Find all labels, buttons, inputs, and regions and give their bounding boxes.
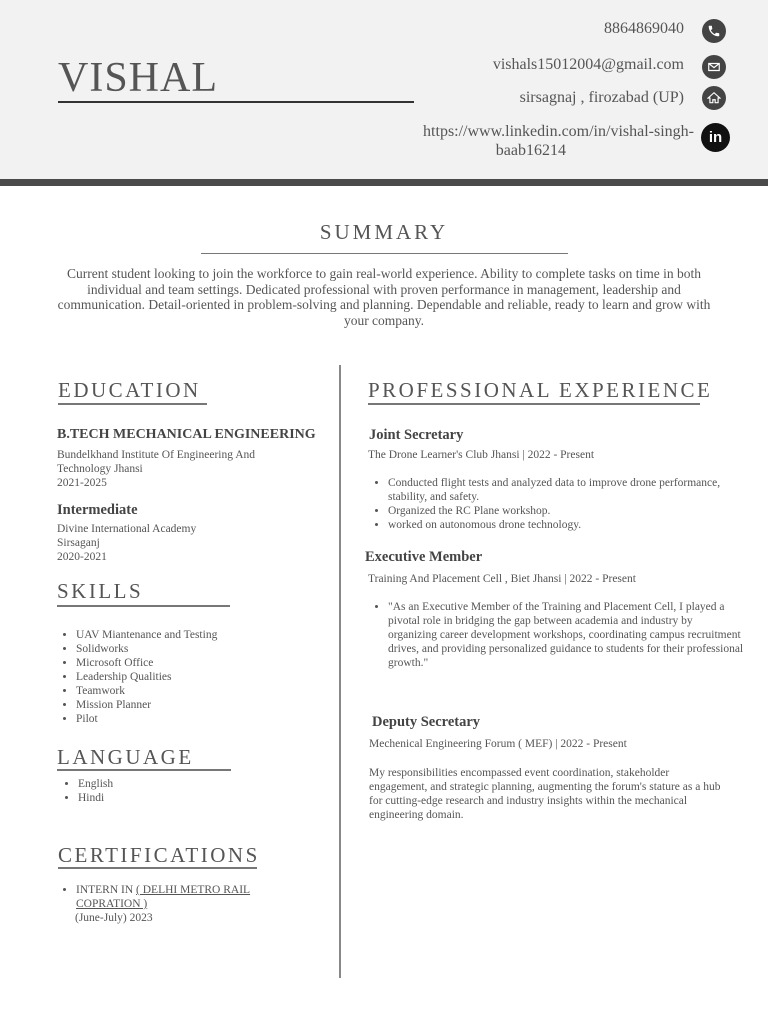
job-bullets-1 [369, 476, 736, 532]
summary-underline [201, 253, 568, 254]
job-role-3: Deputy Secretary [372, 714, 481, 730]
job-bullet: • Organized the RC Plane workshop. [388, 504, 736, 518]
certification-link-cont[interactable]: COPRATION ) [76, 898, 148, 910]
language-item: • English [78, 777, 278, 791]
skill-item: • Solidworks [76, 642, 336, 656]
skill-item: • Teamwork [76, 684, 336, 698]
education-degree-2: Intermediate [57, 502, 138, 518]
job-bullet: • worked on autonomous drone technology. [388, 518, 736, 532]
summary-text: Current student looking to join the workforce to gain real-world experience. Ability to complete tasks on time in both individual and team settings. Dedicated professional with proven performance in management, leadership and communication. Detail-oriented in problem-solving and planning. Dependable and reliable, ready to learn and grow with your company. [57, 266, 711, 328]
linkedin-url-line2: baab16214 [495, 142, 566, 159]
job-role-1: Joint Secretary [369, 427, 464, 443]
email-address[interactable]: vishals15012004@gmail.com [492, 56, 684, 73]
education-entry-2 [57, 522, 327, 564]
education-underline [58, 403, 207, 405]
column-divider [339, 365, 341, 978]
education-years-1: 2021-2025 [57, 477, 107, 489]
header-divider-bar [0, 179, 768, 186]
skills-list [57, 628, 336, 726]
mail-icon [702, 55, 726, 79]
certifications-list [57, 883, 296, 911]
experience-title: PROFESSIONAL EXPERIENCE [368, 378, 713, 402]
certification-link[interactable]: ( DELHI METRO RAIL [136, 884, 251, 896]
job-bullet: • Conducted flight tests and analyzed data to improve drone performance, stability, and safety. [388, 476, 736, 504]
address-text: sirsagnaj , firozabad (UP) [519, 89, 684, 106]
name-underline [58, 101, 414, 103]
skill-item: • Mission Planner [76, 698, 336, 712]
linkedin-icon[interactable] [701, 123, 730, 152]
certifications-title: CERTIFICATIONS [58, 843, 260, 867]
phone-icon [702, 19, 726, 43]
skill-item: • Leadership Qualities [76, 670, 336, 684]
skills-underline [57, 605, 230, 607]
phone-number[interactable]: 8864869040 [604, 20, 684, 37]
certification-prefix: INTERN IN [76, 884, 137, 896]
home-icon [702, 86, 726, 110]
education-institution-2b: Sirsaganj [57, 537, 100, 549]
skill-item: • UAV Miantenance and Testing [76, 628, 336, 642]
job-org-2: Training And Placement Cell , Biet Jhansi | 2022 - Present [368, 573, 636, 585]
education-degree-1: B.TECH MECHANICAL ENGINEERING [57, 427, 316, 442]
education-entry-1 [57, 448, 327, 490]
certifications-underline [58, 867, 257, 869]
experience-underline [368, 403, 700, 405]
skill-item: • Microsoft Office [76, 656, 336, 670]
certification-date: (June-July) 2023 [75, 912, 153, 924]
summary-title: SUMMARY [319, 220, 449, 244]
skills-title: SKILLS [57, 579, 144, 603]
job-bullet: • "As an Executive Member of the Training and Placement Cell, I played a pivotal role in bridging the gap between academia and industry by organizing career development workshops, coordinating campus recruitment drives, and providing personalized guidance to students for their professional growth." [388, 600, 744, 670]
language-title: LANGUAGE [57, 745, 194, 769]
certification-item [76, 883, 296, 911]
candidate-name: VISHAL [58, 55, 218, 101]
education-institution-1a: Bundelkhand Institute Of Engineering And [57, 449, 256, 461]
job-role-2: Executive Member [365, 549, 483, 565]
education-institution-2a: Divine International Academy [57, 523, 197, 535]
language-item: • Hindi [78, 791, 278, 805]
education-institution-1b: Technology Jhansi [57, 463, 143, 475]
linkedin-icon-text: in [708, 129, 723, 146]
linkedin-url-line1: https://www.linkedin.com/in/vishal-singh- [423, 123, 694, 140]
education-years-2: 2020-2021 [57, 551, 107, 563]
job-org-1: The Drone Learner's Club Jhansi | 2022 - Present [368, 449, 595, 461]
job-bullets-2 [369, 600, 744, 670]
job-description-3: My responsibilities encompassed event coordination, stakeholder engagement, and strategic planning, augmenting the forum's stature as a hub for cutting-edge research and industry insights within the mechanical engineering domain. [369, 767, 721, 821]
skill-item: • Pilot [76, 712, 336, 726]
linkedin-url[interactable] [423, 122, 694, 160]
job-org-3: Mechenical Engineering Forum ( MEF) | 2022 - Present [369, 738, 627, 750]
language-underline [57, 769, 231, 771]
education-title: EDUCATION [58, 378, 201, 402]
language-list [59, 777, 278, 805]
